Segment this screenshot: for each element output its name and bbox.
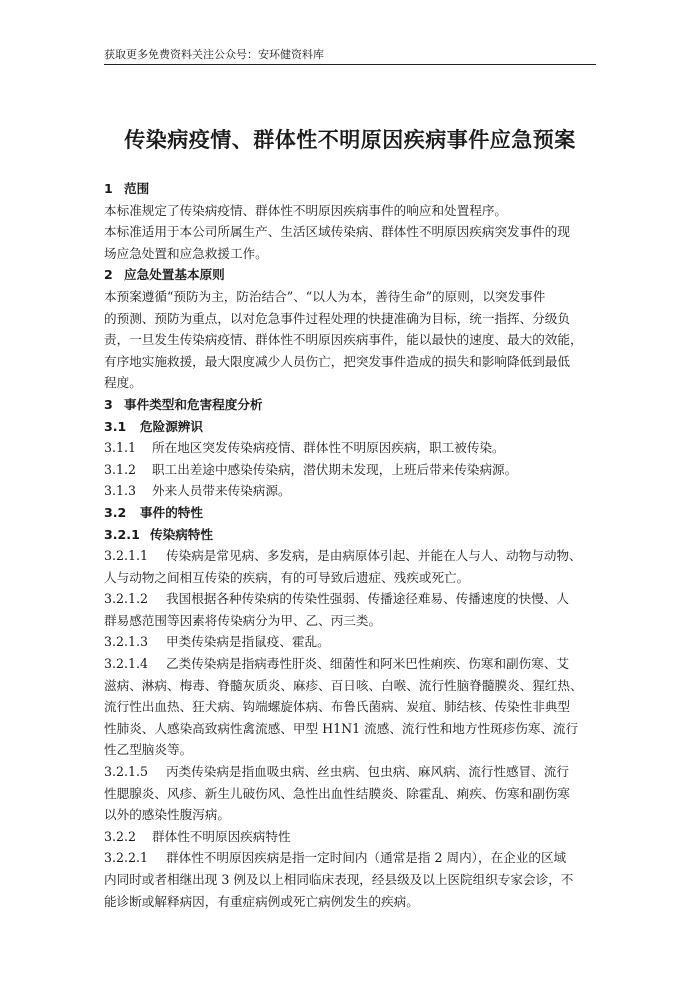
clause-3-2-2-1-line-3: 能诊断或解释病因，有重症病例或死亡病例发生的疾病。 — [104, 893, 419, 909]
document-title: 传染病疫情、群体性不明原因疾病事件应急预案 — [124, 128, 576, 152]
section-1-heading: 1 范围 — [104, 181, 150, 196]
section-1-paragraph-2-line-1: 本标准适用于本公司所属生产、生活区域传染病、群体性不明原因疾病突发事件的现 — [104, 224, 570, 240]
clause-3-1-3: 3.1.3 外来人员带来传染病源。 — [104, 483, 291, 499]
clause-3-2-2-1-line-1: 3.2.2.1 群体性不明原因疾病是指一定时间内（通常是指 2 周内），在企业的区域 — [104, 850, 567, 866]
section-3-2-1-heading: 3.2.1 传染病特性 — [104, 526, 213, 542]
section-2-line-3: 责，一旦发生传染病疫情、群体性不明原因疾病事件，能以最快的速度、最大的效能， — [104, 332, 583, 348]
clause-3-2-1-4-line-2: 滋病、淋病、梅毒、脊髓灰质炎、麻疹、百日咳、白喉、流行性脑脊髓膜炎、猩红热、 — [104, 677, 583, 693]
clause-3-2-1-1-line-1: 3.2.1.1 传染病是常见病、多发病，是由病原体引起、并能在人与人、动物与动物、 — [104, 548, 582, 564]
clause-3-1-1: 3.1.1 所在地区突发传染病疫情、群体性不明原因疾病，职工被传染。 — [104, 440, 505, 456]
section-3-1-heading: 3.1 危险源辨识 — [104, 418, 203, 434]
section-2-heading: 2 应急处置基本原则 — [104, 267, 225, 283]
clause-3-2-1-4-line-4: 性肺炎、人感染高致病性禽流感、甲型 H1N1 流感、流行性和地方性斑疹伤寒、流行 — [104, 720, 579, 736]
clause-3-2-1-5-line-2: 性腮腺炎、风疹、新生儿破伤风、急性出血性结膜炎、除霍乱、痢疾、伤寒和副伤寒 — [104, 785, 570, 801]
clause-3-1-2: 3.1.2 职工出差途中感染传染病，潜伏期未发现，上班后带来传染病源。 — [104, 461, 518, 477]
section-1-paragraph-2-line-2: 场应急处置和应急救援工作。 — [104, 245, 268, 261]
section-2-line-1: 本预案遵循“预防为主，防治结合”、“以人为本，善待生命”的原则，以突发事件 — [104, 288, 546, 304]
clause-3-2-1-5-line-3: 以外的感染性腹泻病。 — [104, 807, 230, 823]
clause-3-2-1-3-line-1: 3.2.1.3 甲类传染病是指鼠疫、霍乱。 — [104, 634, 330, 650]
section-2-line-5: 程度。 — [104, 375, 142, 391]
section-2-line-2: 的预测、预防为重点，以对危急事件过程处理的快捷准确为目标，统一指挥、分级负 — [104, 310, 570, 326]
document-body — [104, 178, 596, 912]
clause-3-2-1-5-line-1: 3.2.1.5 丙类传染病是指血吸虫病、丝虫病、包虫病、麻风病、流行性感冒、流行 — [104, 764, 569, 780]
header-text: 获取更多免费资料关注公众号：安环健资料库 — [104, 48, 324, 61]
page-header — [104, 45, 596, 65]
clause-3-2-1-4-line-1: 3.2.1.4 乙类传染病是指病毒性肝炎、细菌性和阿米巴性痢疾、伤寒和副伤寒、艾 — [104, 656, 569, 672]
section-2-line-4: 有序地实施救援，最大限度减少人员伤亡，把突发事件造成的损失和影响降低到最低 — [104, 353, 570, 369]
section-3-2-heading: 3.2 事件的特性 — [104, 504, 203, 520]
clause-3-2-1-4-line-5: 性乙型脑炎等。 — [104, 742, 193, 758]
clause-3-2-2-1-line-2: 内同时或者相继出现 3 例及以上相同临床表现，经县级及以上医院组织专家会诊，不 — [104, 872, 574, 887]
clause-3-2-1-2-line-1: 3.2.1.2 我国根据各种传染病的传染性强弱、传播途径难易、传播速度的快慢、人 — [104, 591, 569, 607]
section-3-heading: 3 事件类型和危害程度分析 — [104, 396, 263, 412]
section-3-2-2-heading: 3.2.2 群体性不明原因疾病特性 — [104, 828, 291, 844]
clause-3-2-1-1-line-2: 人与动物之间相互传染的疾病，有的可导致后遗症、残疾或死亡。 — [104, 569, 470, 585]
section-1-paragraph-1: 本标准规定了传染病疫情、群体性不明原因疾病事件的响应和处置程序。 — [104, 202, 507, 218]
clause-3-2-1-2-line-2: 群易感范围等因素将传染病分为甲、乙、丙三类。 — [104, 612, 382, 628]
clause-3-2-1-4-line-3: 流行性出血热、狂犬病、钩端螺旋体病、布鲁氏菌病、炭疽、肺结核、传染性非典型 — [104, 699, 570, 715]
